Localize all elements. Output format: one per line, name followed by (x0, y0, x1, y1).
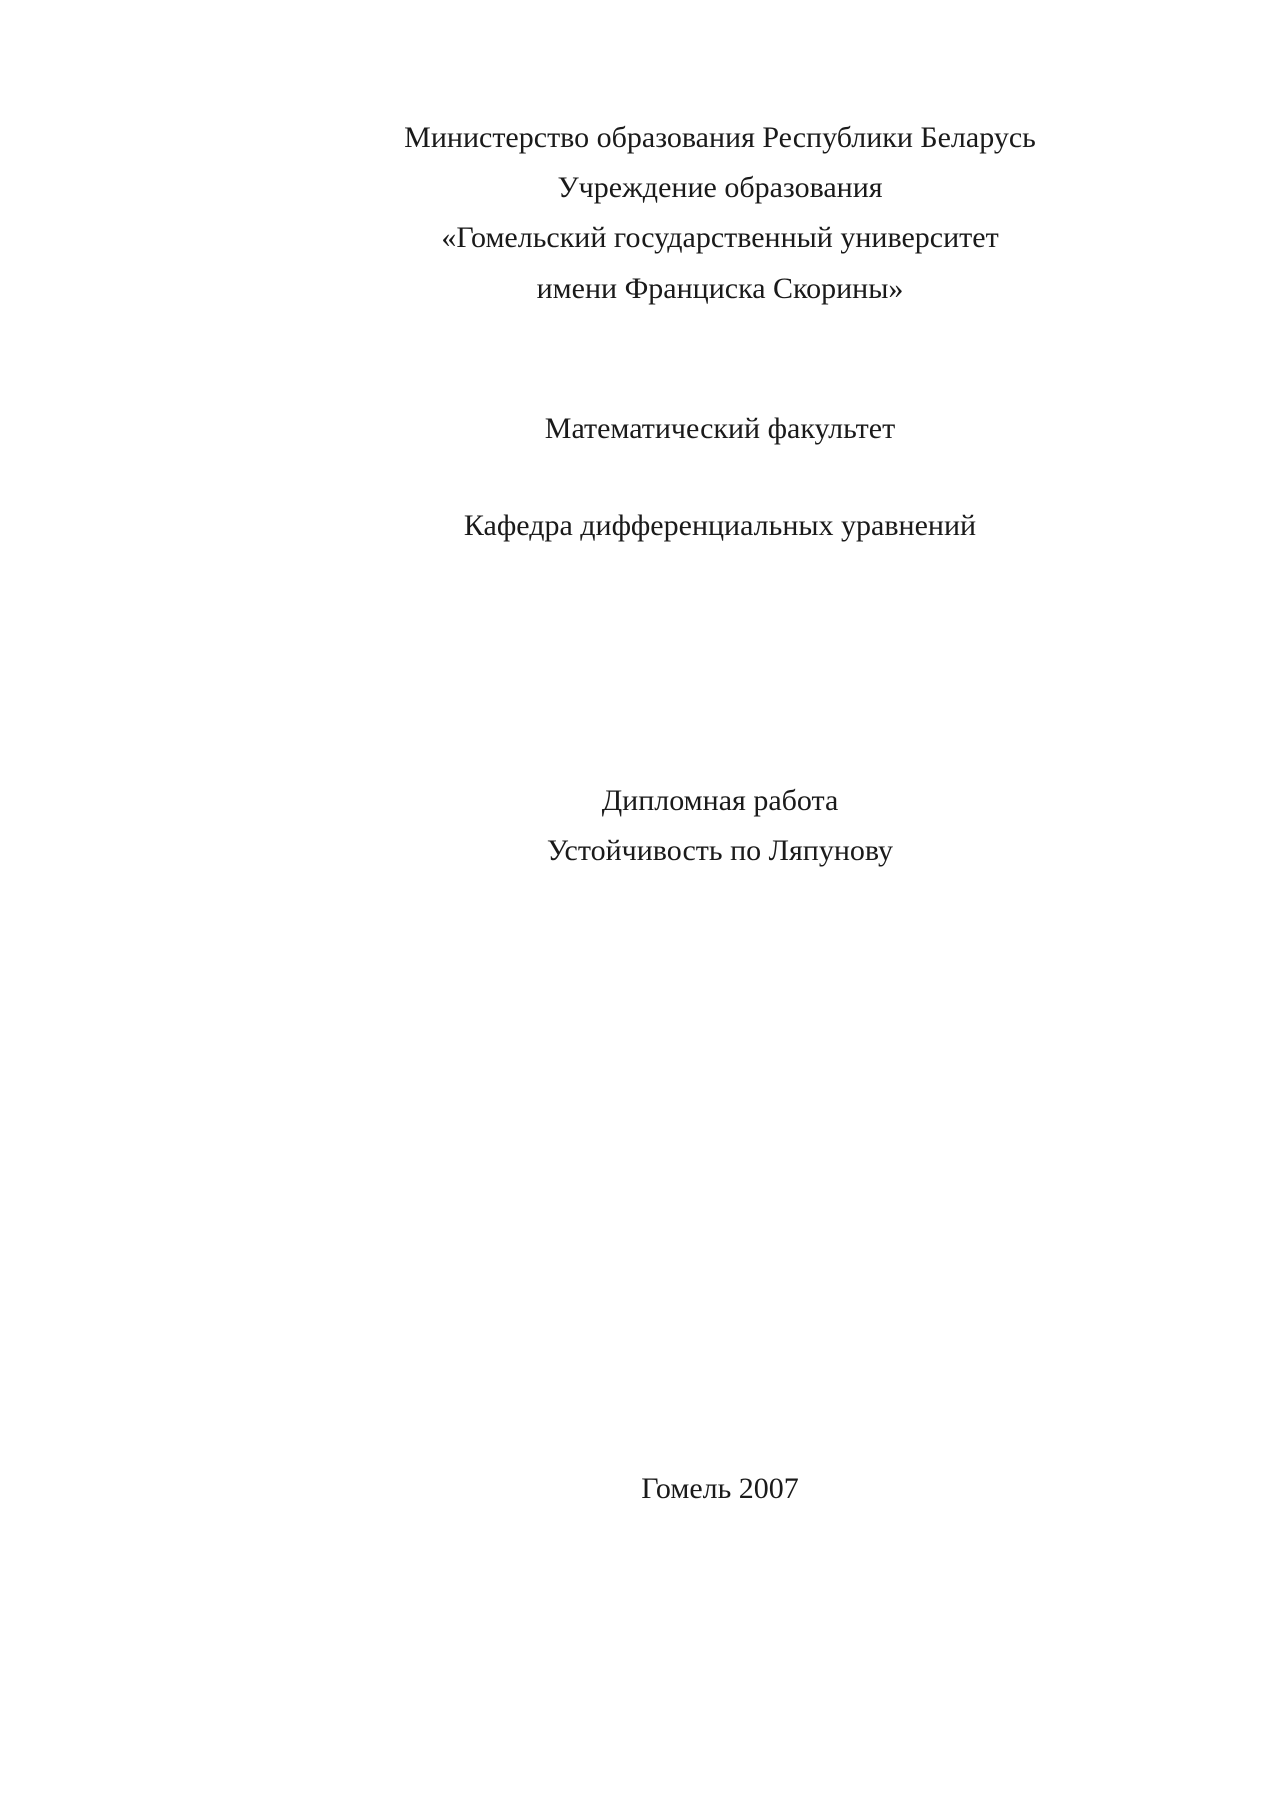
institution-type-line: Учреждение образования (557, 171, 883, 204)
work-title-line: Устойчивость по Ляпунову (546, 834, 894, 867)
work-type-line: Дипломная работа (601, 784, 839, 817)
university-name-line-1: «Гомельский государственный университет (441, 221, 999, 254)
department-line: Кафедра дифференциальных уравнений (463, 509, 977, 542)
university-name-line-2: имени Франциска Скорины» (536, 272, 904, 305)
faculty-line: Математический факультет (544, 412, 896, 445)
ministry-line: Министерство образования Республики Беларусь (404, 121, 1036, 154)
city-year-line: Гомель 2007 (641, 1472, 799, 1505)
